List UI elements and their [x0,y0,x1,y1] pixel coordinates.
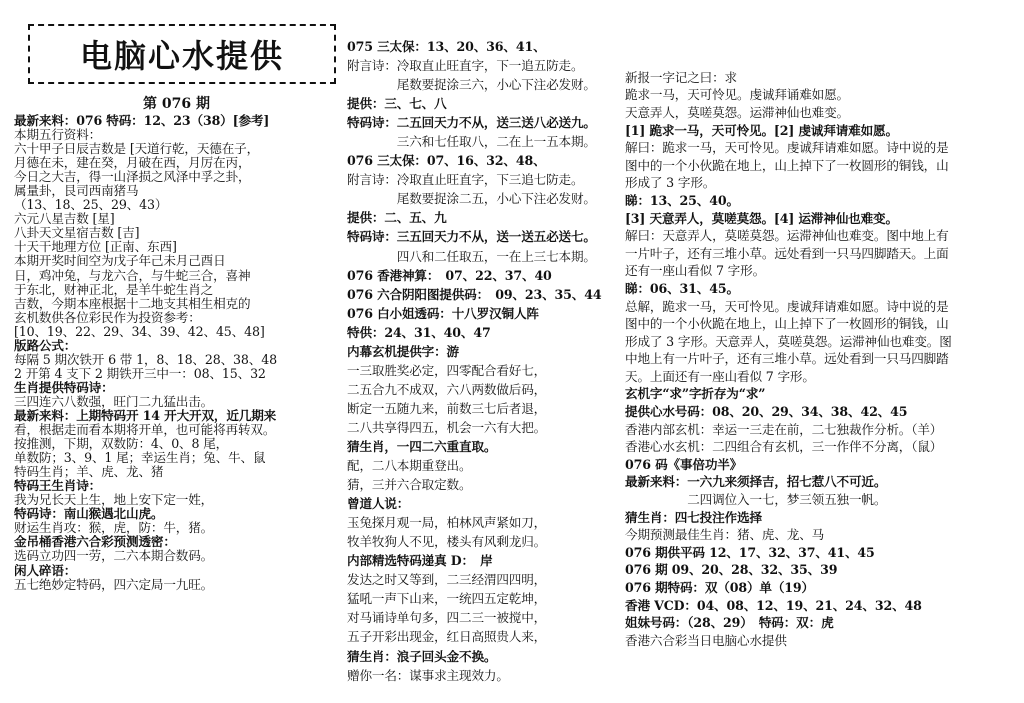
left-line: 六十甲子日辰吉数是 [天道行乾，天德在子， [14,142,260,157]
left-line: 特码诗：南山猴遇北山虎。 [14,507,164,522]
right-line [625,16,1017,34]
middle-line: 赠你一名：谋事求主现效力。 [347,667,509,683]
middle-line: 猜生肖，一四二六重直取。 [347,438,497,454]
middle-line: 特码诗：二五回天力不从，送三送八必送九。 [347,115,596,131]
left-line: 八卦天文星宿吉数 [吉] [14,226,140,241]
left-line: 每隔 5 期次铁开 6 带 1，8、18、28、38、48 [14,352,277,367]
middle-line: 曾道人说： [347,496,410,512]
left-line: 财运生肖攻：猴，虎，防：牛，猪。 [14,521,214,536]
left-line: 闲人碎语： [14,563,77,578]
left-line: 生肖提供特码诗： [14,380,114,395]
right-line: 中地上有一片叶子，还有三堆小草。远处看到一只马四脚踏 [625,351,949,367]
left-line: 本期五行资料： [14,128,102,143]
right-line: 还有一座山看似 7 字形。 [625,263,766,279]
middle-line: 配，二八本期重登出。 [347,458,472,474]
middle-line: 玉兔探月观一局，柏林风声紧如刀， [347,515,547,531]
left-line: 版路公式： [14,338,77,353]
right-line: 睇：13、25、40。 [625,192,739,208]
right-line: 最新来料：一六九来须择吉，招七惹八不可近。 [625,474,887,490]
middle-line: 附言诗：冷取直止旺直字，下一追五防走。 [347,58,584,74]
right-line: 香港六合彩当日电脑心水提供 [625,632,787,648]
middle-line: 猛吼一声下山来，一统四五定乾坤， [347,591,547,607]
middle-line: 075 三太保：13、20、36、41、 [347,39,546,54]
page-title: 电脑心水提供 [79,37,284,75]
right-line: 香港 VCD：04、08、12、19、21、24、32、48 [625,597,922,613]
middle-line: 牧羊牧狗人不见，楼头有风剩龙归。 [347,534,547,550]
right-line: 076 期 09、20、28、32、35、39 [625,562,838,578]
right-line: 076 期特码：双（08）单（19） [625,580,814,595]
left-line: 单数防；3、9、1 尾；幸运生肖；兔、牛、鼠 [14,451,266,466]
middle-line: 猜生肖：浪子回头金不换。 [347,648,497,664]
right-column [625,16,1017,649]
left-line: 本期开奖时间空为戊子年己未月己酉日 [14,254,226,269]
right-line: 提供心水号码：08、20、29、34、38、42、45 [625,404,908,420]
right-line: 解曰：跪求一马，天可怜见。虔诚拜请难如愿。诗中说的是 [625,140,949,156]
middle-line: 内部精选特码递真 D： 岸 [347,553,493,569]
middle-line: 二八共享得四五，机会一六有大把。 [347,419,547,435]
right-line: 玄机字“求”字折存为“求” [625,386,766,402]
right-line: 076 期供平码 12、17、32、37、41、45 [625,544,875,560]
middle-line: 076 香港神算： 07、22、37、40 [347,267,552,283]
right-line: 姐妹号码：（28、29） 特码：双：虎 [625,615,834,631]
right-line: 076 码《事倍功半》 [625,456,743,472]
left-line: 吉数，今期本座根据十二地支其相生相克的 [14,296,251,311]
right-line: 解曰：天意弄人，莫嗟莫怨。运滞神仙也难变。图中地上有 [625,228,949,244]
left-line: 玄机数供各位彩民作为投资参考： [14,310,201,325]
middle-line: 尾数要捉涂三六，小心下注必发财。 [347,77,596,93]
right-line: 图中的一个小伙跪在地上，山上掉下了一枚圆形的铜钱，山 [625,316,949,332]
middle-line: 076 白小姐透码：十八罗汉铜人阵 [347,305,539,321]
left-line: 选码立功四一劳，二六本期合数码。 [14,549,214,564]
right-line: 猜生肖：四七投注作选择 [625,509,762,525]
right-line: 跪求一马，天可怜见。虔诚拜诵难如愿。 [625,87,849,103]
right-line: 一片叶子，还有三堆小草。远处看到一只马四脚踏天。上面 [625,245,949,261]
left-line: 三四连六八数强，旺门二九猛出击。 [14,394,214,409]
right-line: 总解，跪求一马，天可怜见。虔诚拜请难如愿。诗中说的是 [625,298,949,314]
middle-line: 076 六合阴阳图提供码： 09、23、35、44 [347,286,602,302]
left-line: 于东北，财神正北，是羊牛蛇生肖之 [14,282,214,297]
left-line: 十天干地理方位 [正南、东西] [14,240,177,255]
middle-line: 二五合九不成双，六八两数做后码， [347,381,547,397]
middle-line: 尾数要捉涂二五，小心下注必发财。 [347,191,596,207]
left-line: 我为兄长天上生，地上安下定一姓， [14,493,214,508]
middle-column [347,37,619,685]
middle-line: 一三取胜奖必定，四零配合看好七， [347,362,547,378]
right-line: [1] 跪求一马，天可怜见。[2] 虔诚拜请难如愿。 [625,122,898,138]
right-line [625,34,1017,52]
right-line: 新报一字记之曰：求 [625,69,737,85]
right-line [625,51,1017,69]
left-line: 日，鸡冲兔，与龙六合，与牛蛇三合，喜神 [14,268,251,283]
middle-line: 四八和二任取五，一在上三七本期。 [347,248,596,264]
middle-line: 猜，三并六合取定数。 [347,477,472,493]
right-line: 天。上面还有一座山看似 7 字形。 [625,368,815,384]
right-line: 形成了 3 字形。天意弄人，莫嗟莫怨。运滞神仙也难变。图 [625,333,952,349]
middle-line: 五子开彩出现金，红日高照贵人来， [347,629,547,645]
right-line: 睇：06、31、45。 [625,280,739,296]
right-line: 图中的一个小伙跪在地上，山上掉下了一枚圆形的铜钱，山 [625,157,949,173]
right-line: 香港内部玄机：幸运一三走在前，二七独裁作分析。（羊） [625,421,943,437]
middle-line: 提供：三、七、八 [347,96,447,112]
left-line: 看，根据走而看本期将开单，也可能将再转双。 [14,423,276,438]
right-line: 香港心水玄机：二四组合有玄机，三一作伴不分离，（鼠） [625,439,943,455]
middle-line: 对马诵诗单句多，四二三一被搅中， [347,610,547,626]
middle-line: 076 三太保：07、16、32、48、 [347,153,546,169]
middle-line: 提供：二、五、九 [347,210,447,226]
issue-number: 第 076 期 [143,96,210,112]
right-line: 天意弄人，莫嗟莫怨。运滞神仙也难变。 [625,104,849,120]
right-line: [3] 天意弄人，莫嗟莫怨。[4] 运滞神仙也难变。 [625,210,898,226]
left-line: （13、18、25、29、43） [14,198,168,213]
title-box [28,24,336,84]
left-line: 今日之大吉，得一山泽损之风泽中孚之卦， [14,170,251,185]
left-line: 最新来料：076 特码：12、23（38）[参考] [14,114,270,128]
left-line: 月德在未，建在癸，月破在西，月厉在丙， [14,156,251,171]
left-line: 六元八星吉数 [星] [14,212,115,227]
middle-line: 断定一五随九来，前数三七后者退， [347,400,547,416]
middle-line: 附言诗：冷取直止旺直字，下三追七防走。 [347,172,584,188]
right-line: 二四调位入一七，梦三领五独一帆。 [625,492,887,508]
left-line: 特码生肖；羊、虎、龙、猪 [14,465,164,480]
middle-line: 内幕玄机提供字：游 [347,343,459,359]
middle-line: 三六和七任取八，二在上一五本期。 [347,134,596,150]
left-line: 属量卦，艮司西南猪马 [14,184,139,199]
middle-line: 特供：24、31、40、47 [347,324,491,340]
left-column [14,114,339,592]
left-line: 特码王生肖诗： [14,479,102,494]
left-line: 按推测，下期，双数防：4、0、8 尾， [14,437,229,452]
left-line: 2 开第 4 支下 2 期铁开三中一：08、15、32 [14,366,266,381]
middle-line: 发达之时又等到，二三经渭四四明， [347,572,547,588]
left-line: 金吊桶香港六合彩预测透密： [14,535,176,550]
left-line: 五七绝妙定特码，四六定局一九旺。 [14,577,214,592]
middle-line: 特码诗：三五回天力不从，送一送五必送七。 [347,229,596,245]
right-line: 形成了 3 字形。 [625,175,716,191]
left-line: 最新来料：上期特码开 14 开大开双，近几期来 [14,408,277,423]
left-line: [10、19、22、29、34、39、42、45、48] [14,324,265,339]
right-line: 今期预测最佳生肖：猪、虎、龙、马 [625,527,825,543]
